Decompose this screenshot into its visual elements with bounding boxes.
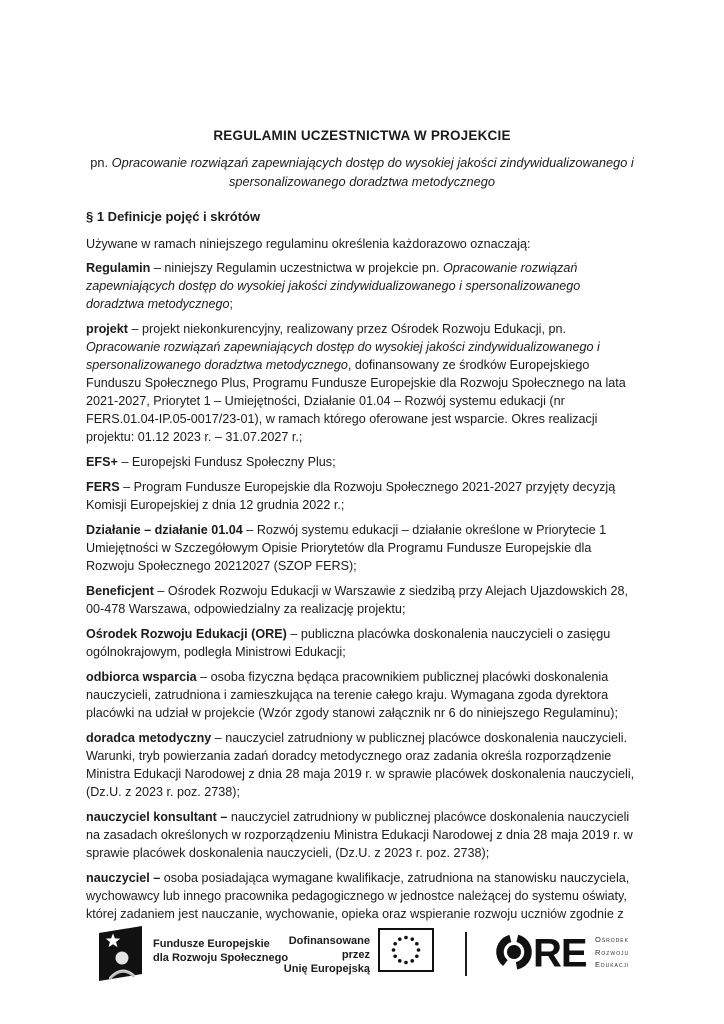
text-segment: osoba posiadająca wymagane kwalifikacje, zatrudniona na stanowisku nauczyciela, wychowawcy lub innego pracownika pedagogicznego w jednostce należącej do systemu oświaty, której zadaniem jest nauczanie, wychowanie, opieka oraz wspieranie rozwoju uczniów zgodnie z <box>86 871 630 921</box>
document-title: REGULAMIN UCZESTNICTWA W PROJEKCIE <box>213 128 511 143</box>
ore-logo-block <box>496 930 629 979</box>
text-segment: – Rozwój systemu edukacji – działanie określone w Priorytecie 1 Umiejętności w Szczegółowym Opisie Priorytetów dla Programu Fundusze Europejskie dla Rozwoju Społecznego 20212027 (SZOP FERS); <box>86 523 607 573</box>
text-segment: – Program Fundusze Europejskie dla Rozwoju Społecznego 2021-2027 przyjęty decyzją Komisji Europejskiej z dnia 12 grudnia 2022 r.; <box>86 480 616 512</box>
text-segment: Działanie – działanie 01.04 <box>86 523 243 537</box>
text-segment: EFS+ <box>86 455 118 469</box>
ore-text-line3: Edukacji <box>595 960 630 969</box>
eu-funding-line1: Dofinansowane przez <box>288 935 370 961</box>
text-segment: FERS <box>86 480 120 494</box>
text-segment: ; <box>229 297 234 311</box>
text-segment: doradca metodyczny <box>86 731 212 745</box>
definition-efs-plus <box>86 453 638 471</box>
ore-text-line1: Ośrodek <box>595 935 629 944</box>
definition-odbiorca-wsparcia <box>86 668 638 722</box>
eu-flag-icon <box>378 928 434 977</box>
text-segment: – niniejszy Regulamin uczestnictwa w projekcie pn. <box>150 261 443 275</box>
footer-logos <box>0 920 724 995</box>
text-segment: , dofinansowany ze środków Europejskiego Funduszu Społecznego Plus, Programu Fundusze Europejskie dla Rozwoju Społecznego na lata 2021-2027, Priorytet 1 – Umiejętności, Działanie 01.04 – Rozwój systemu edukacji (nr FERS.01.04-IP.05-0017/23-01), w ramach którego oferowane jest wsparcie. Okres realizacji projektu: 01.12 2023 r. – 31.07.2027 r.; <box>86 358 626 444</box>
text-segment: – Ośrodek Rozwoju Edukacji w Warszawie z siedzibą przy Alejach Ujazdowskich 28, 00-478 Warszawa, odpowiedzialny za realizację projektu; <box>86 584 628 616</box>
text-segment: – publiczna placówka doskonalenia nauczycieli o zasięgu ogólnokrajowym, podległa Ministrowi Edukacji; <box>86 627 611 659</box>
text-segment: nauczyciel – <box>86 871 161 885</box>
document-content <box>86 127 638 930</box>
ore-text-line2: Rozwoju <box>595 947 630 957</box>
footer-divider <box>465 932 467 976</box>
text-segment: – Europejski Fundusz Społeczny Plus; <box>117 455 336 469</box>
text-segment: nauczyciel zatrudniony w publicznej placówce doskonalenia nauczycieli na zasadach określonych w rozporządzeniu Ministra Edukacji Narodowej z dnia 28 maja 2019 r. w sprawie placówek doskonalenia nauczycieli, (Dz.U. z 2023 r. poz. 2738); <box>86 810 633 860</box>
subtitle-prefix: pn. <box>90 155 112 170</box>
eu-funding-text <box>258 934 370 977</box>
intro-paragraph: Używane w ramach niniejszego regulaminu określenia każdorazowo oznaczają: <box>86 237 531 251</box>
ore-logo-icon <box>496 930 588 979</box>
eu-funding-block <box>258 934 434 977</box>
section-heading: § 1 Definicje pojęć i skrótów <box>86 209 261 224</box>
text-segment: – nauczyciel zatrudniony w publicznej placówce doskonalenia nauczycieli. Warunki, tryb powierzania zadań doradcy metodycznego oraz zadania określa rozporządzenie Ministra Edukacji Narodowej z dnia 28 maja 2019 r. w sprawie placówek doskonalenia nauczycieli, (Dz.U. z 2023 r. poz. 2738); <box>86 731 635 799</box>
text-segment: – osoba fizyczna będąca pracownikiem publicznej placówki doskonalenia nauczycieli, zatrudniona i zamieszkująca na terenie całego kraju. Wymagana zgoda dyrektora placówki na udział w projekcie (Wzór zgody stanowi załącznik nr 6 do niniejszego Regulaminu); <box>86 670 618 720</box>
definition-doradca-metodyczny <box>86 729 638 801</box>
definition-regulamin <box>86 259 638 313</box>
ore-wordmark: RE <box>533 931 587 974</box>
text-segment: Ośrodek Rozwoju Edukacji (ORE) <box>86 627 287 641</box>
definition-fers <box>86 478 638 514</box>
text-segment: Beneficjent <box>86 584 154 598</box>
text-segment: odbiorca wsparcia <box>86 670 197 684</box>
text-segment: – projekt niekonkurencyjny, realizowany przez Ośrodek Rozwoju Edukacji, pn. <box>128 322 566 336</box>
text-segment: Opracowanie rozwiązań zapewniających dostęp do wysokiej jakości zindywidualizowanego i spersonalizowanego doradztwa metodycznego <box>86 261 581 311</box>
document-subtitle <box>86 153 638 191</box>
definition-projekt <box>86 320 638 446</box>
definition-nauczyciel <box>86 869 638 923</box>
definition-beneficjent <box>86 582 638 618</box>
definition-osrodek-rozwoju-edukacji <box>86 625 638 661</box>
text-segment: nauczyciel konsultant – <box>86 810 228 824</box>
european-funds-flag-icon <box>96 924 144 987</box>
fe-logo-line1: Fundusze Europejskie <box>153 938 270 950</box>
project-name: Opracowanie rozwiązań zapewniających dostęp do wysokiej jakości zindywidualizowanego i spersonalizowanego doradztwa metodycznego <box>111 155 634 189</box>
definition-dzialanie <box>86 521 638 575</box>
definition-nauczyciel-konsultant <box>86 808 638 862</box>
text-segment: Regulamin <box>86 261 151 275</box>
text-segment: projekt <box>86 322 128 336</box>
eu-funding-line2: Unię Europejską <box>283 963 370 975</box>
ore-logo-text <box>595 934 629 979</box>
text-segment: Opracowanie rozwiązań zapewniających dostęp do wysokiej jakości zindywidualizowanego i spersonalizowanego doradztwa metodycznego <box>86 340 600 372</box>
fe-logo-line2: dla Rozwoju Społecznego <box>153 952 289 964</box>
definitions <box>86 259 638 923</box>
